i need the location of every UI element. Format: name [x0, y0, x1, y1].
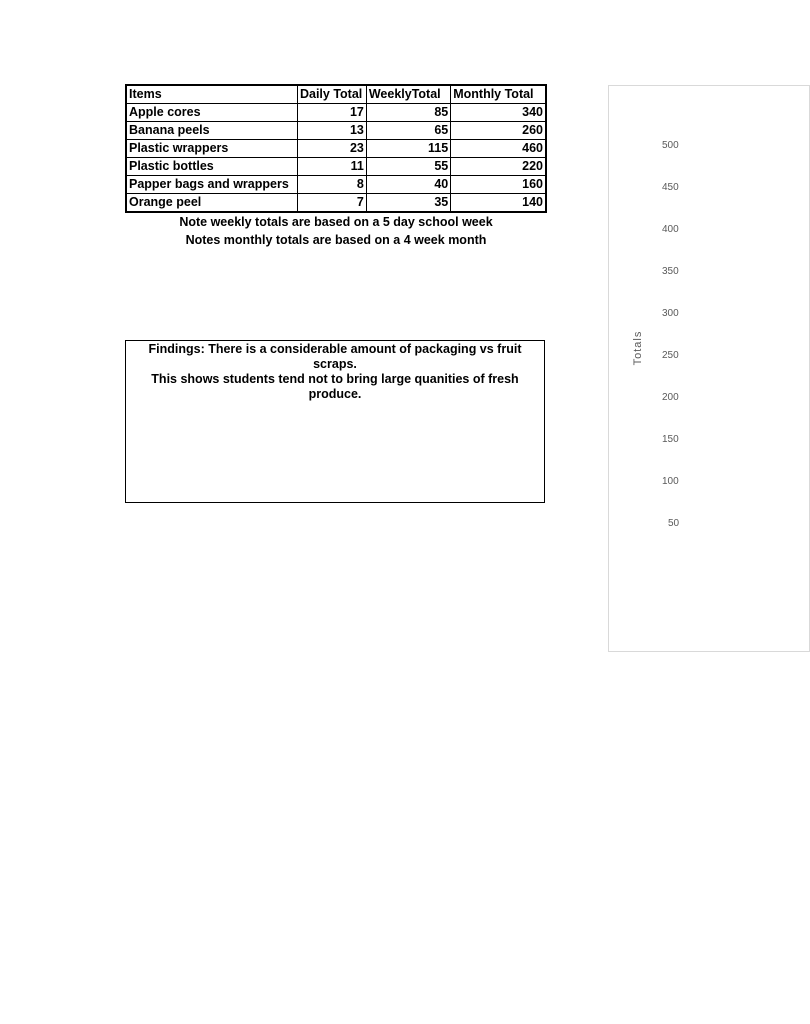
daily-total-cell: 11 [297, 158, 366, 176]
daily-total-cell: 13 [297, 122, 366, 140]
table-row [126, 194, 546, 213]
weekly-total-cell: 55 [366, 158, 450, 176]
chart-y-tick-label: 50 [668, 518, 680, 529]
weekly-total-cell: 85 [366, 104, 450, 122]
chart-y-tick-label: 350 [662, 266, 679, 277]
table-row [126, 140, 546, 158]
findings-line-2: This shows students tend not to bring large quanities of fresh produce. [151, 372, 519, 401]
chart-y-tick-label: 400 [662, 224, 679, 235]
item-name: Banana peels [126, 122, 297, 140]
chart-y-tick-label: 150 [662, 434, 679, 445]
header-weekly-total: WeeklyTotal [366, 85, 450, 104]
daily-total-cell: 7 [297, 194, 366, 213]
monthly-total-cell: 160 [451, 176, 546, 194]
table-row [126, 158, 546, 176]
item-name: Plastic wrappers [126, 140, 297, 158]
table-row [126, 176, 546, 194]
monthly-total-cell: 260 [451, 122, 546, 140]
monthly-total-cell: 220 [451, 158, 546, 176]
chart-y-tick-label: 100 [662, 476, 679, 487]
header-daily-total: Daily Total [297, 85, 366, 104]
table-row [126, 104, 546, 122]
monthly-totals-note: Notes monthly totals are based on a 4 week month [185, 233, 487, 247]
waste-totals-table [125, 84, 547, 213]
monthly-total-cell: 460 [451, 140, 546, 158]
weekly-total-cell: 35 [366, 194, 450, 213]
weekly-total-cell: 115 [366, 140, 450, 158]
header-items: Items [126, 85, 297, 104]
findings-textbox [125, 340, 545, 503]
chart-y-tick-label: 300 [662, 308, 679, 319]
item-name: Papper bags and wrappers [126, 176, 297, 194]
item-name: Plastic bottles [126, 158, 297, 176]
weekly-totals-note: Note weekly totals are based on a 5 day school week [179, 215, 493, 229]
chart-y-tick-label: 250 [662, 350, 679, 361]
daily-total-cell: 8 [297, 176, 366, 194]
monthly-total-cell: 140 [451, 194, 546, 213]
totals-chart[interactable] [608, 85, 680, 652]
findings-line-1: Findings: There is a considerable amount of packaging vs fruit scraps. [148, 342, 522, 371]
table-row [126, 122, 546, 140]
weekly-total-cell: 40 [366, 176, 450, 194]
item-name: Apple cores [126, 104, 297, 122]
daily-total-cell: 17 [297, 104, 366, 122]
header-monthly-total: Monthly Total [451, 85, 546, 104]
weekly-total-cell: 65 [366, 122, 450, 140]
daily-total-cell: 23 [297, 140, 366, 158]
item-name: Orange peel [126, 194, 297, 213]
chart-frame [608, 85, 810, 652]
monthly-total-cell: 340 [451, 104, 546, 122]
table-header-row [126, 85, 546, 104]
chart-y-tick-label: 500 [662, 140, 679, 151]
chart-y-axis-label: Totals [632, 330, 644, 366]
chart-y-tick-label: 200 [662, 392, 679, 403]
chart-y-tick-label: 450 [662, 182, 679, 193]
